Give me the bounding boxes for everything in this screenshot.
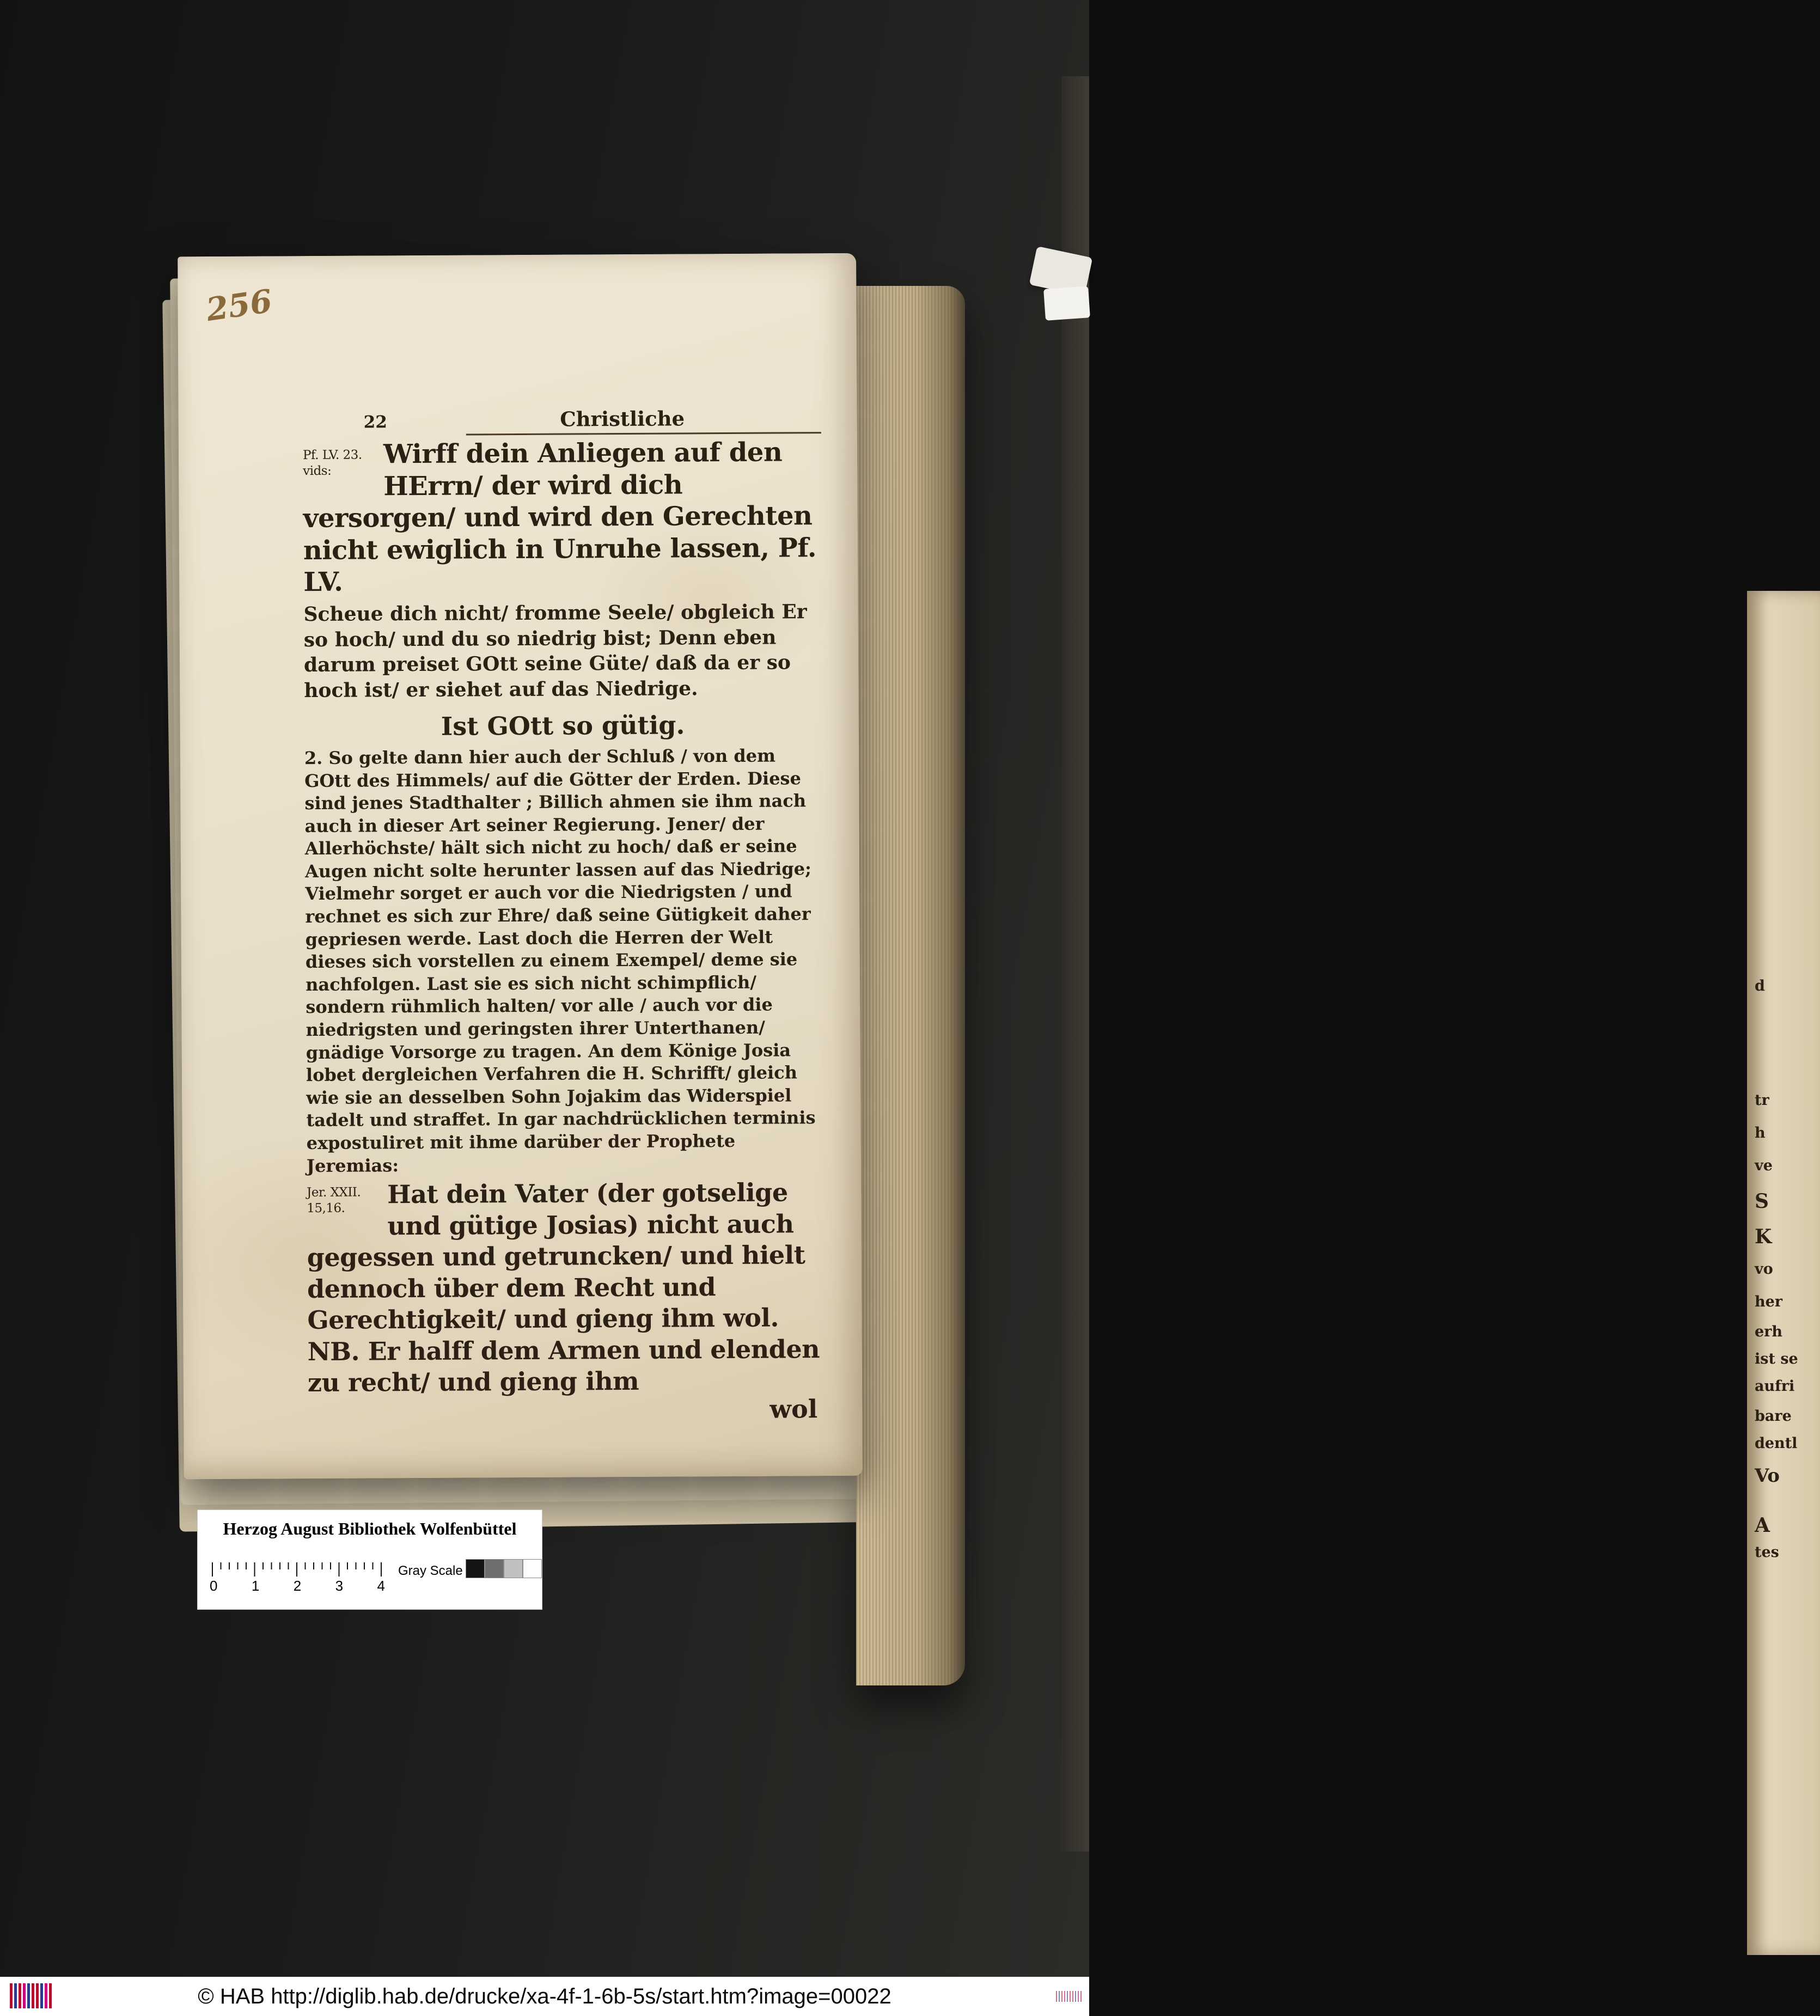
margin-note-jeremiah-line2: 15,16. <box>307 1201 345 1216</box>
facing-page-text-fragment: tr <box>1755 1092 1769 1109</box>
book-page <box>178 253 863 1479</box>
footer-strip <box>0 1977 1089 2016</box>
facing-page-text-fragment: aufri <box>1755 1378 1795 1395</box>
gray-scale-swatches <box>466 1559 542 1578</box>
facing-page-text-fragment: S <box>1755 1190 1769 1213</box>
library-label-title: Herzog August Bibliothek Wolfenbüttel <box>223 1519 517 1538</box>
facing-page-text-fragment: erh <box>1755 1323 1783 1340</box>
facing-page-text-fragment: ve <box>1755 1157 1773 1174</box>
facing-page-text-fragment: ist se <box>1755 1351 1798 1367</box>
ruler-number: 1 <box>251 1578 260 1594</box>
facing-page-text-fragment: vo <box>1755 1261 1773 1278</box>
facing-page-text-fragment: h <box>1755 1125 1766 1141</box>
measurement-ruler <box>212 1562 384 1597</box>
facing-page-text-fragment: d <box>1755 978 1765 994</box>
facing-page-text-fragment: her <box>1755 1293 1783 1310</box>
ruler-numbers <box>210 1578 385 1595</box>
psalm-quote-paragraph <box>303 436 821 598</box>
color-control-bar-right <box>1056 1991 1082 2002</box>
psalm-application-paragraph: Scheue dich nicht/ fromme Seele/ obgleich Er so hoch/ und du so niedrig bist; Denn eben darum preiset GOtt seine Güte/ daß da er so hoch ist/ er siehet auf das Niedrige. <box>303 600 807 702</box>
page-number: 22 <box>363 412 387 432</box>
copyright-url: © HAB http://diglib.hab.de/drucke/xa-4f-1-6b-5s/start.htm?image=00022 <box>198 1984 891 2008</box>
facing-page-text-fragment: bare <box>1755 1408 1792 1425</box>
catchword: wol <box>769 1394 818 1424</box>
facing-page-text-fragment: Vo <box>1755 1465 1780 1487</box>
ruler-number: 4 <box>377 1578 385 1594</box>
psalm-quote-text: Wirff dein Anliegen auf den HErrn/ der wird dich versorgen/ und wird den Gerechten nicht ewiglich in Unruhe lassen, Pf. LV. <box>303 437 817 598</box>
page-marker-tab <box>1043 286 1090 321</box>
gray-scale-label: Gray Scale <box>398 1563 463 1578</box>
facing-page-sliver <box>1747 591 1820 1955</box>
library-label <box>197 1510 542 1610</box>
gray-swatch-dark <box>485 1559 504 1578</box>
handwritten-folio-number: 256 <box>204 282 274 329</box>
header-rule <box>466 432 821 435</box>
gray-swatch-light <box>504 1559 523 1578</box>
ruler-ticks <box>212 1562 384 1577</box>
facing-page-text-fragment: K <box>1755 1225 1772 1248</box>
gray-swatch-black <box>466 1559 485 1578</box>
text-column <box>303 436 825 1426</box>
facing-page-text-fragment: tes <box>1755 1544 1779 1561</box>
jeremiah-quote-paragraph <box>307 1177 825 1398</box>
margin-note-jeremiah <box>307 1179 387 1216</box>
margin-note-psalm: Pf. LV. 23. vids: <box>302 448 362 478</box>
facing-page-text-fragment: A <box>1755 1514 1770 1537</box>
jeremiah-quote-text: Hat dein Vater (der gotselige und gütige Josias) nicht auch gegessen und getruncken/ und hielt dennoch über dem Recht und Gerechtigkeit/ und gieng ihm wol. NB. Er halff dem Armen und elenden zu recht/ und gieng ihm <box>307 1177 820 1398</box>
section-heading: Ist GOtt so gütig. <box>441 710 685 741</box>
book-fore-edge <box>856 286 1798 1685</box>
ruler-number: 0 <box>210 1578 218 1594</box>
facing-page-text-fragment: dentl <box>1755 1435 1798 1452</box>
gray-swatch-white <box>523 1559 542 1578</box>
book-cover-edge <box>1062 76 1089 1852</box>
running-title: Christliche <box>560 406 685 431</box>
ruler-number: 3 <box>335 1578 344 1594</box>
margin-note-jeremiah-line1: Jer. XXII. <box>307 1185 361 1200</box>
body-paragraph: 2. So gelte dann hier auch der Schluß / von dem GOtt des Himmels/ auf die Götter der Erden. Diese sind jenes Stadthalter ; Billich ahmen sie ihm nach auch in dieser Art seiner Regierung. Jener/ der Allerhöchste/ hält sich nicht zu hoch/ daß er seine Augen nicht solte herunter lassen auf das Niedrige; Vielmehr sorget er auch vor die Niedrigsten / und rechnet es sich zur Ehre/ daß seine Gütigkeit daher gepriesen werde. Last doch die Herren der Welt dieses sich vorstellen zu einem Exempel/ deme sie nachfolgen. Last sie es sich nicht schimpflich/ sondern rühmlich halten/ vor alle / auch vor die niedrigsten und geringsten ihrer Unterthanen/ gnädige Vorsorge zu tragen. An dem Könige Josia lobet dergleichen Verfahren die H. Schrifft/ gleich wie sie an desselben Sohn Jojakim das Widerspiel tadelt und straffet. In gar nachdrücklichen terminis expostuliret mit ihme darüber der Prophete Jeremias: <box>304 745 816 1176</box>
ruler-number: 2 <box>293 1578 302 1594</box>
